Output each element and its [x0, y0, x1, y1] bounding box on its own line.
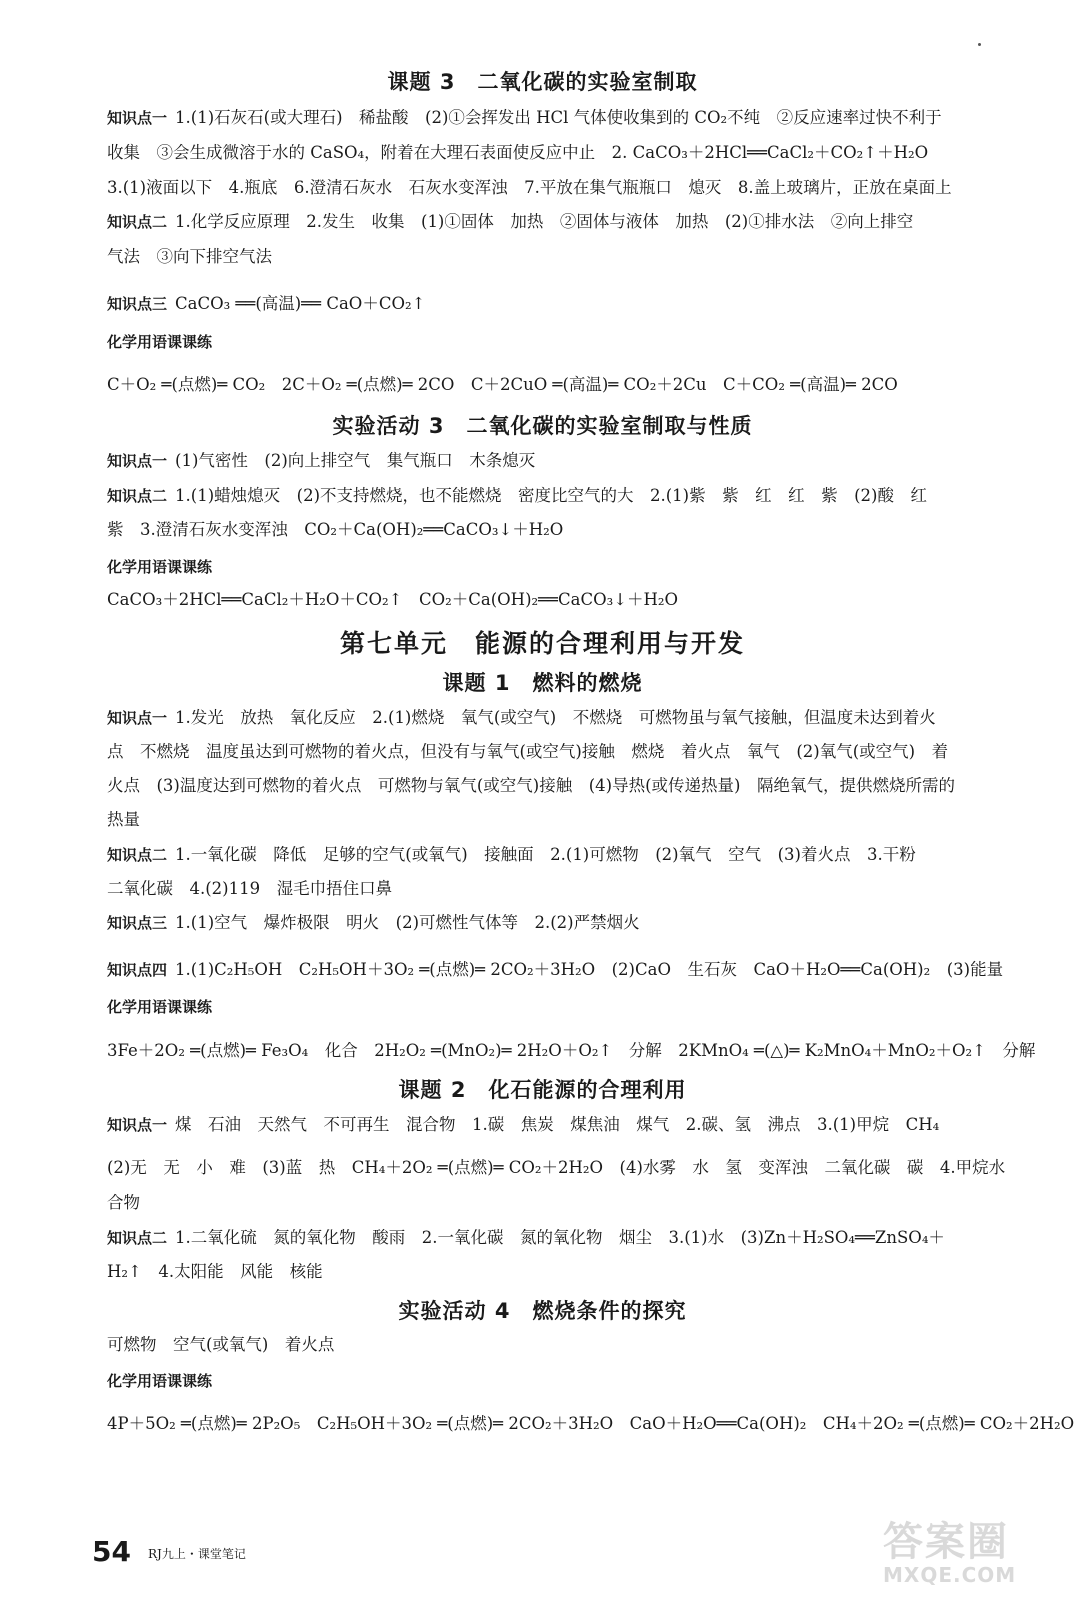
text-line — [107, 956, 1067, 984]
text-line — [107, 516, 1067, 544]
practice-label: 化学用语课课练 — [107, 333, 213, 351]
section-title-activity-3: 实验活动 3 二氧化碳的实验室制取与性质 — [332, 414, 753, 438]
unit-title: 第七单元 能源的合理利用与开发 — [339, 629, 745, 658]
text-line — [107, 909, 1067, 937]
line-text: 合物 — [107, 1193, 140, 1212]
line-text: 1.(1)C₂H₅OH C₂H₅OH＋3O₂ ═(点燃)═ 2CO₂＋3H₂O (2)CaO 生石灰 CaO＋H₂O══Ca(OH)₂ (3)能量 — [175, 960, 1004, 979]
knowledge-label: 知识点二 — [107, 213, 168, 231]
text-line — [107, 738, 1067, 766]
text-line — [107, 174, 1067, 202]
line-text: 气法 ③向下排空气法 — [107, 247, 272, 266]
line-text: 可燃物 空气(或氧气) 着火点 — [107, 1335, 335, 1354]
line-text: H₂↑ 4.太阳能 风能 核能 — [107, 1262, 323, 1281]
line-text: 火点 (3)温度达到可燃物的着火点 可燃物与氧气(或空气)接触 (4)导热(或传递热量) 隔绝氧气，提供燃烧所需的 — [107, 776, 955, 795]
line-text: 1.发光 放热 氧化反应 2.(1)燃烧 氧气(或空气) 不燃烧 可燃物虽与氧气接触，但温度未达到着火 — [175, 708, 936, 727]
practice-equations: C＋O₂ ═(点燃)═ CO₂ 2C＋O₂ ═(点燃)═ 2CO C＋2CuO ═(高温)═ CO₂＋2Cu C＋CO₂ ═(高温)═ 2CO — [107, 375, 898, 394]
line-text: 收集 ③会生成微溶于水的 CaSO₄，附着在大理石表面使反应中止 2. CaCO₃＋2HCl══CaCl₂＋CO₂↑＋H₂O — [107, 143, 929, 162]
text-line — [107, 1224, 1067, 1252]
knowledge-label: 知识点二 — [107, 1229, 168, 1247]
knowledge-label: 知识点二 — [107, 487, 168, 505]
line-text: 1.化学反应原理 2.发生 收集 (1)①固体 加热 ②固体与液体 加热 (2)①排水法 ②向上排空 — [175, 212, 914, 231]
page-number: 54 — [92, 1535, 131, 1568]
knowledge-label: 知识点一 — [107, 452, 168, 470]
line-text: (2)无 无 小 难 (3)蓝 热 CH₄＋2O₂ ═(点燃)═ CO₂＋2H₂O (4)水雾 水 氢 变浑浊 二氧化碳 碳 4.甲烷水 — [107, 1158, 1006, 1177]
practice-equations: 4P＋5O₂ ═(点燃)═ 2P₂O₅ C₂H₅OH＋3O₂ ═(点燃)═ 2CO₂＋3H₂O CaO＋H₂O══Ca(OH)₂ CH₄＋2O₂ ═(点燃)═ CO₂＋2H₂O — [107, 1414, 1075, 1433]
practice-label: 化学用语课课练 — [107, 1372, 213, 1390]
line-text: 煤 石油 天然气 不可再生 混合物 1.碳 焦炭 煤焦油 煤气 2.碳、氢 沸点 3.(1)甲烷 CH₄ — [175, 1115, 940, 1134]
text-line — [107, 1331, 1067, 1359]
text-line — [107, 1111, 1067, 1139]
line-text: 1.一氧化碳 降低 足够的空气(或氧气) 接触面 2.(1)可燃物 (2)氧气 空气 (3)着火点 3.干粉 — [175, 845, 916, 864]
line-text: 二氧化碳 4.(2)119 湿毛巾捂住口鼻 — [107, 879, 393, 898]
knowledge-label: 知识点一 — [107, 709, 168, 727]
practice-label: 化学用语课课练 — [107, 558, 213, 576]
line-text: 1.(1)石灰石(或大理石) 稀盐酸 (2)①会挥发出 HCl 气体使收集到的 CO₂不纯 ②反应速率过快不利于 — [175, 108, 942, 127]
text-line — [107, 1189, 1067, 1217]
text-line — [107, 482, 1067, 510]
practice-equations: 3Fe＋2O₂ ═(点燃)═ Fe₃O₄ 化合 2H₂O₂ ═(MnO₂)═ 2H₂O＋O₂↑ 分解 2KMnO₄ ═(△)═ K₂MnO₄＋MnO₂＋O₂↑ 分解 — [107, 1041, 1036, 1060]
book-title: RJ九上・课堂笔记 — [148, 1547, 246, 1561]
line-text: CaCO₃ ══(高温)══ CaO＋CO₂↑ — [175, 294, 426, 313]
text-line — [107, 208, 1067, 236]
watermark-url: MXQE.COM — [883, 1563, 1017, 1587]
text-line — [107, 1258, 1067, 1286]
knowledge-label: 知识点二 — [107, 846, 168, 864]
text-line — [107, 104, 1067, 132]
text-line — [107, 243, 1067, 271]
text-line — [107, 290, 1067, 318]
text-line — [107, 875, 1067, 903]
text-line — [107, 704, 1067, 732]
scan-speck — [978, 43, 981, 46]
knowledge-label: 知识点三 — [107, 914, 168, 932]
knowledge-label: 知识点一 — [107, 1116, 168, 1134]
line-text: 热量 — [107, 810, 140, 829]
knowledge-label: 知识点四 — [107, 961, 168, 979]
line-text: 1.二氧化硫 氮的氧化物 酸雨 2.一氧化碳 氮的氧化物 烟尘 3.(1)水 (3)Zn＋H₂SO₄══ZnSO₄＋ — [175, 1228, 945, 1247]
text-line — [107, 139, 1067, 167]
line-text: 1.(1)空气 爆炸极限 明火 (2)可燃性气体等 2.(2)严禁烟火 — [175, 913, 640, 932]
text-line — [107, 772, 1067, 800]
text-line — [107, 447, 1067, 475]
section-title-fossil-energy: 课题 2 化石能源的合理利用 — [398, 1078, 687, 1102]
line-text: 3.(1)液面以下 4.瓶底 6.澄清石灰水 石灰水变浑浊 7.平放在集气瓶瓶口 熄灭 8.盖上玻璃片，正放在桌面上 — [107, 178, 952, 197]
line-text: 1.(1)蜡烛熄灭 (2)不支持燃烧，也不能燃烧 密度比空气的大 2.(1)紫 紫 红 红 紫 (2)酸 红 — [175, 486, 927, 505]
watermark-text: 答案圈 — [883, 1519, 1009, 1565]
knowledge-label: 知识点三 — [107, 295, 168, 313]
section-title-co2-lab: 课题 3 二氧化碳的实验室制取 — [387, 70, 698, 94]
watermark-logo — [883, 1520, 1058, 1590]
practice-label: 化学用语课课练 — [107, 998, 213, 1016]
line-text: 点 不燃烧 温度虽达到可燃物的着火点，但没有与氧气(或空气)接触 燃烧 着火点 氧气 (2)氧气(或空气) 着 — [107, 742, 949, 761]
knowledge-label: 知识点一 — [107, 109, 168, 127]
section-title-activity-4: 实验活动 4 燃烧条件的探究 — [398, 1299, 687, 1323]
practice-equations: CaCO₃＋2HCl══CaCl₂＋H₂O＋CO₂↑ CO₂＋Ca(OH)₂══CaCO₃↓＋H₂O — [107, 590, 679, 609]
text-line — [107, 841, 1067, 869]
line-text: 紫 3.澄清石灰水变浑浊 CO₂＋Ca(OH)₂══CaCO₃↓＋H₂O — [107, 520, 564, 539]
section-title-fuel-burning: 课题 1 燃料的燃烧 — [442, 671, 643, 695]
text-line — [107, 1154, 1067, 1182]
line-text: (1)气密性 (2)向上排空气 集气瓶口 木条熄灭 — [175, 451, 536, 470]
text-line — [107, 806, 1067, 834]
